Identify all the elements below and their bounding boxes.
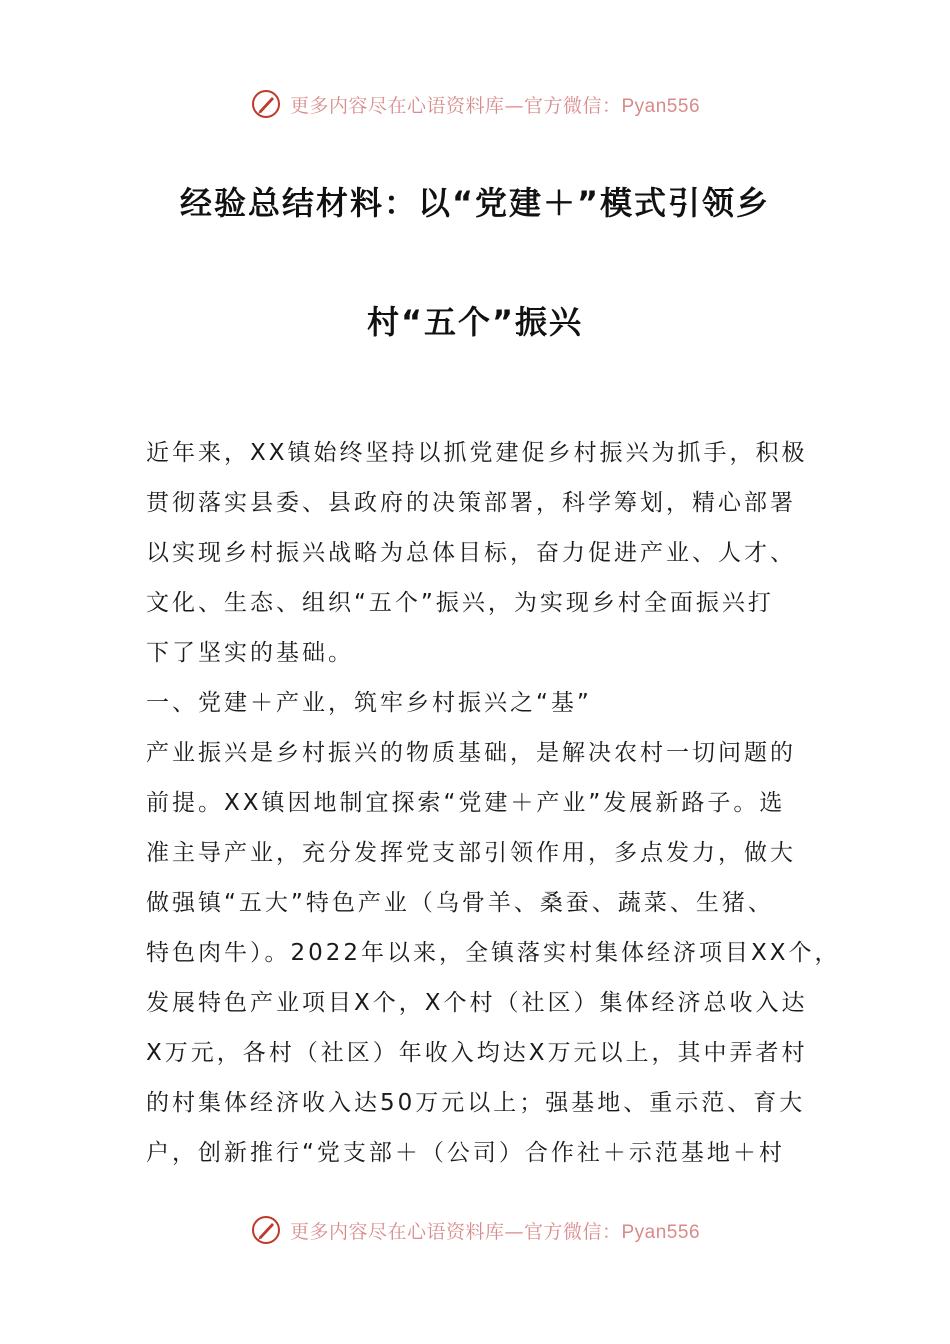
body-line: 特色肉牛）。2022年以来，全镇落实村集体经济项目XX个，	[146, 940, 841, 966]
document-body	[146, 428, 841, 1178]
body-line: 发展特色产业项目X个，X个村（社区）集体经济总收入达	[146, 990, 808, 1016]
body-line: 准主导产业，充分发挥党支部引领作用，多点发力，做大	[146, 840, 796, 866]
body-line: 产业振兴是乡村振兴的物质基础，是解决农村一切问题的	[146, 740, 796, 766]
body-line: 以实现乡村振兴战略为总体目标，奋力促进产业、人才、	[146, 540, 796, 566]
body-line: 贯彻落实县委、县政府的决策部署，科学筹划，精心部署	[146, 490, 796, 516]
body-line: X万元，各村（社区）年收入均达X万元以上，其中弄者村	[146, 1040, 808, 1066]
body-line: 近年来，XX镇始终坚持以抓党建促乡村振兴为抓手，积极	[146, 440, 808, 466]
watermark-footer	[0, 1210, 950, 1250]
body-line: 下了坚实的基础。	[146, 640, 354, 666]
section-heading: 一、党建＋产业，筑牢乡村振兴之“基”	[146, 690, 592, 716]
body-line: 做强镇“五大”特色产业（乌骨羊、桑蚕、蔬菜、生猪、	[146, 890, 774, 916]
watermark-text: 更多内容尽在心语资料库—官方微信：Pyan556	[289, 94, 701, 117]
body-line: 文化、生态、组织“五个”振兴，为实现乡村全面振兴打	[146, 590, 774, 616]
quill-logo-icon	[250, 88, 282, 120]
watermark-header	[0, 84, 950, 124]
body-line: 的村集体经济收入达50万元以上；强基地、重示范、育大	[146, 1090, 806, 1116]
quill-logo-icon	[250, 1214, 282, 1246]
document-title-line-2: 村“五个”振兴	[366, 303, 584, 341]
body-line: 户，创新推行“党支部＋（公司）合作社＋示范基地＋村	[146, 1140, 785, 1166]
body-line: 前提。XX镇因地制宜探索“党建＋产业”发展新路子。选	[146, 790, 786, 816]
watermark-text: 更多内容尽在心语资料库—官方微信：Pyan556	[289, 1220, 701, 1243]
document-title-line-1: 经验总结材料：以“党建＋”模式引领乡	[179, 184, 771, 222]
